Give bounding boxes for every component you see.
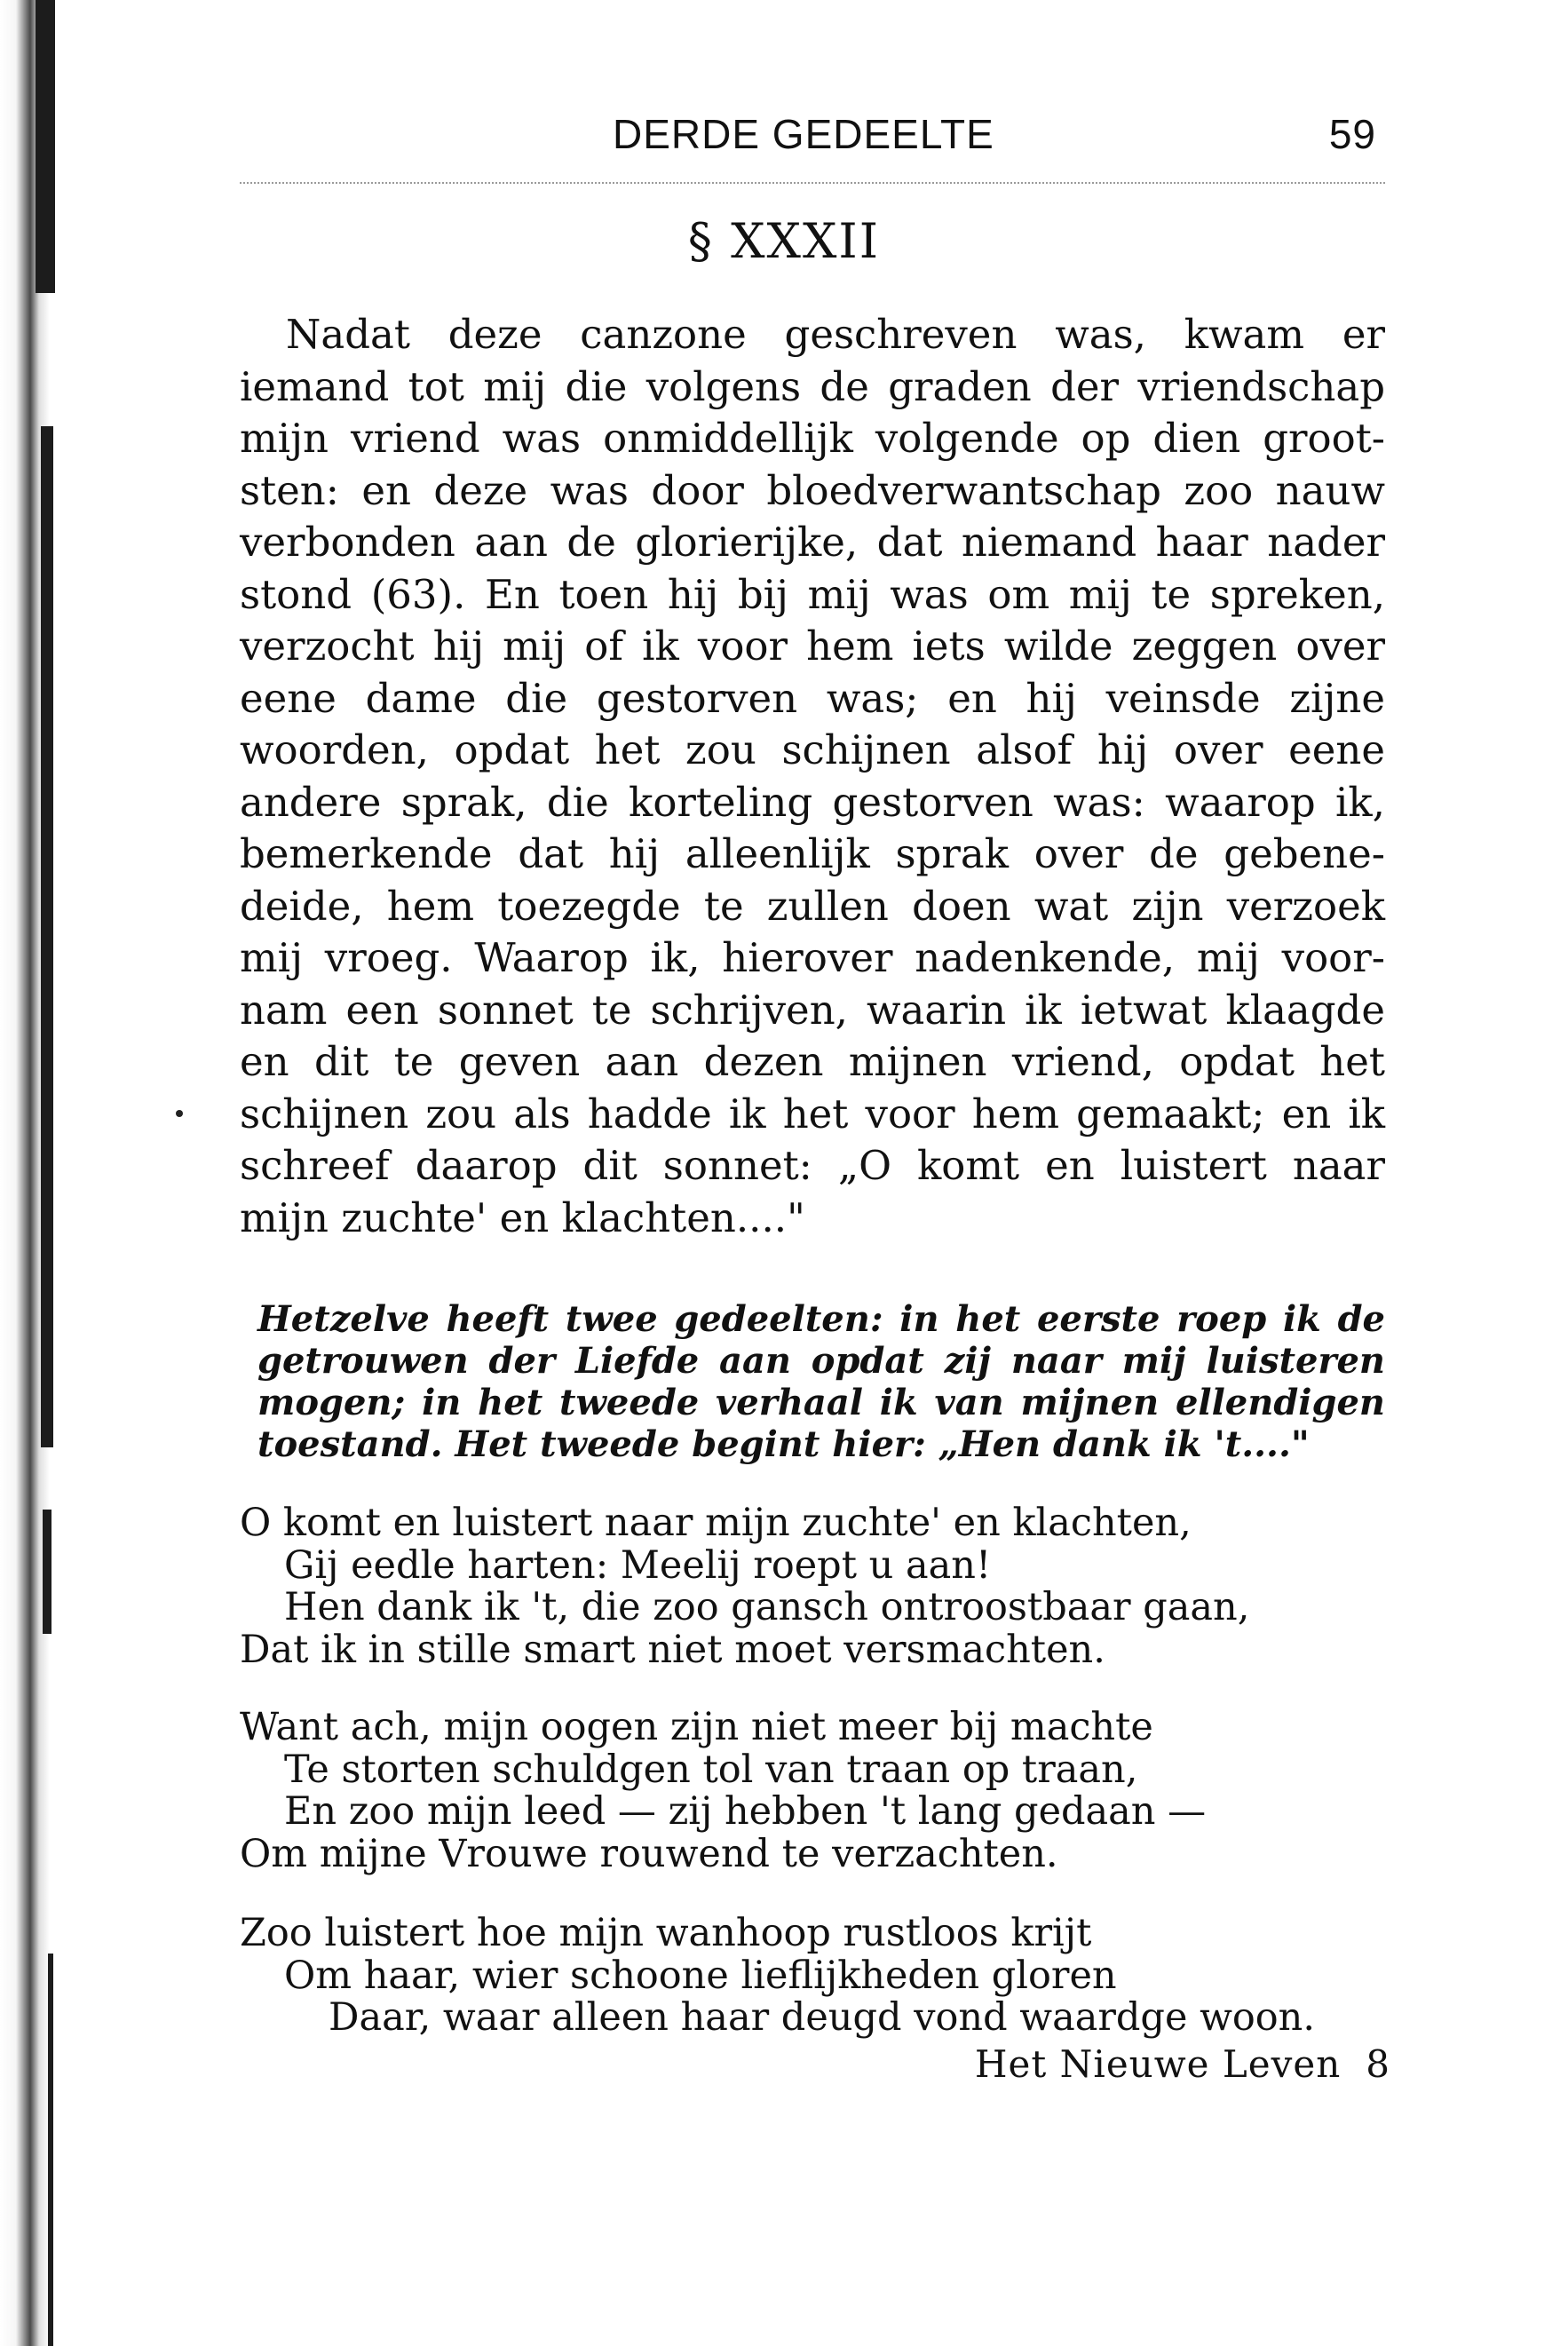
prose-line: verzocht hij mij of ik voor hem iets wilde zeggen over (240, 622, 1385, 670)
signature-number: 8 (1366, 2042, 1390, 2086)
commentary-line: mogen; in het tweede verhaal ik van mijnen ellendigen (257, 1382, 1385, 1423)
commentary-line: getrouwen der Liefde aan opdat zij naar mij luisteren (257, 1340, 1385, 1382)
verse-line: Dat ik in stille smart niet moet versmachten. (240, 1627, 1105, 1672)
prose-line: bemerkende dat hij alleenlijk sprak over de gebene- (240, 830, 1385, 877)
margin-dot (176, 1110, 183, 1117)
commentary-line: toestand. Het tweede begint hier: „Hen dank ik 't...." (257, 1423, 1310, 1465)
prose-line: sten: en deze was door bloedverwantschap zoo nauw (240, 466, 1385, 514)
page-header (240, 105, 1385, 167)
page-number: 59 (1328, 111, 1376, 157)
verse-line: Daar, waar alleen haar deugd vond waardge woon. (329, 1995, 1316, 2040)
sonnet-stanza-3 (240, 1913, 1394, 2040)
header-rule (240, 182, 1385, 184)
prose-line: mijn vriend was onmiddellijk volgende op dien groot- (240, 415, 1385, 462)
prose-line: eene dame die gestorven was; en hij veinsde zijne (240, 674, 1385, 722)
verse-line: Om mijne Vrouwe rouwend te verzachten. (240, 1831, 1058, 1876)
page-footer (975, 2042, 1390, 2086)
spine-edge-lower (43, 1510, 51, 1634)
prose-paragraph (240, 309, 1385, 1244)
verse-line: Hen dank ik 't, die zoo gansch ontroostbaar gaan, (284, 1585, 1250, 1629)
verse-line: Om haar, wier schoone lieflijkheden gloren (284, 1953, 1117, 1998)
prose-line: woorden, opdat het zou schijnen alsof hij over eene (240, 726, 1385, 773)
running-head: DERDE GEDEELTE (613, 111, 994, 157)
spine-edge-bottom (48, 1954, 53, 2346)
prose-line: deide, hem toezegde te zullen doen wat zijn verzoek (240, 882, 1385, 930)
verse-line: Zoo luistert hoe mijn wanhoop rustloos krijt (240, 1911, 1092, 1955)
prose-line: Nadat deze canzone geschreven was, kwam er (286, 311, 1385, 358)
commentary-paragraph (257, 1298, 1385, 1465)
prose-line: iemand tot mij die volgens de graden der vriendschap (240, 362, 1385, 410)
section-title: § XXXII (687, 213, 881, 269)
verse-line: En zoo mijn leed — zij hebben 't lang gedaan — (284, 1789, 1207, 1834)
footer-book-title: Het Nieuwe Leven (974, 2042, 1342, 2086)
prose-line: mij vroeg. Waarop ik, hierover nadenkende, mij voor- (240, 934, 1385, 981)
prose-line: andere sprak, die korteling gestorven was: waarop ik, (240, 778, 1385, 826)
prose-line: stond (63). En toen hij bij mij was om mij te spreken, (240, 570, 1385, 618)
spine-edge-middle (41, 426, 53, 1447)
prose-line: nam een sonnet te schrijven, waarin ik ietwat klaagde (240, 986, 1385, 1034)
prose-line: verbonden aan de glorierijke, dat niemand haar nader (240, 519, 1385, 566)
verse-line: O komt en luistert naar mijn zuchte' en klachten, (240, 1501, 1192, 1545)
prose-line: mijn zuchte' en klachten...." (240, 1193, 805, 1241)
commentary-line: Hetzelve heeft twee gedeelten: in het eerste roep ik de (257, 1298, 1385, 1340)
book-spine-shadow (0, 0, 64, 2346)
verse-line: Want ach, mijn oogen zijn niet meer bij machte (240, 1705, 1153, 1749)
verse-line: Gij eedle harten: Meelij roept u aan! (284, 1542, 992, 1588)
prose-line: schreef daarop dit sonnet: „O komt en luistert naar (240, 1142, 1385, 1189)
sonnet-stanza-2 (240, 1707, 1394, 1875)
verse-line: Te storten schuldgen tol van traan op traan, (284, 1747, 1138, 1792)
prose-line: schijnen zou als hadde ik het voor hem gemaakt; en ik (240, 1090, 1385, 1137)
sonnet-stanza-1 (240, 1502, 1394, 1671)
prose-line: en dit te geven aan dezen mijnen vriend, opdat het (240, 1038, 1385, 1085)
